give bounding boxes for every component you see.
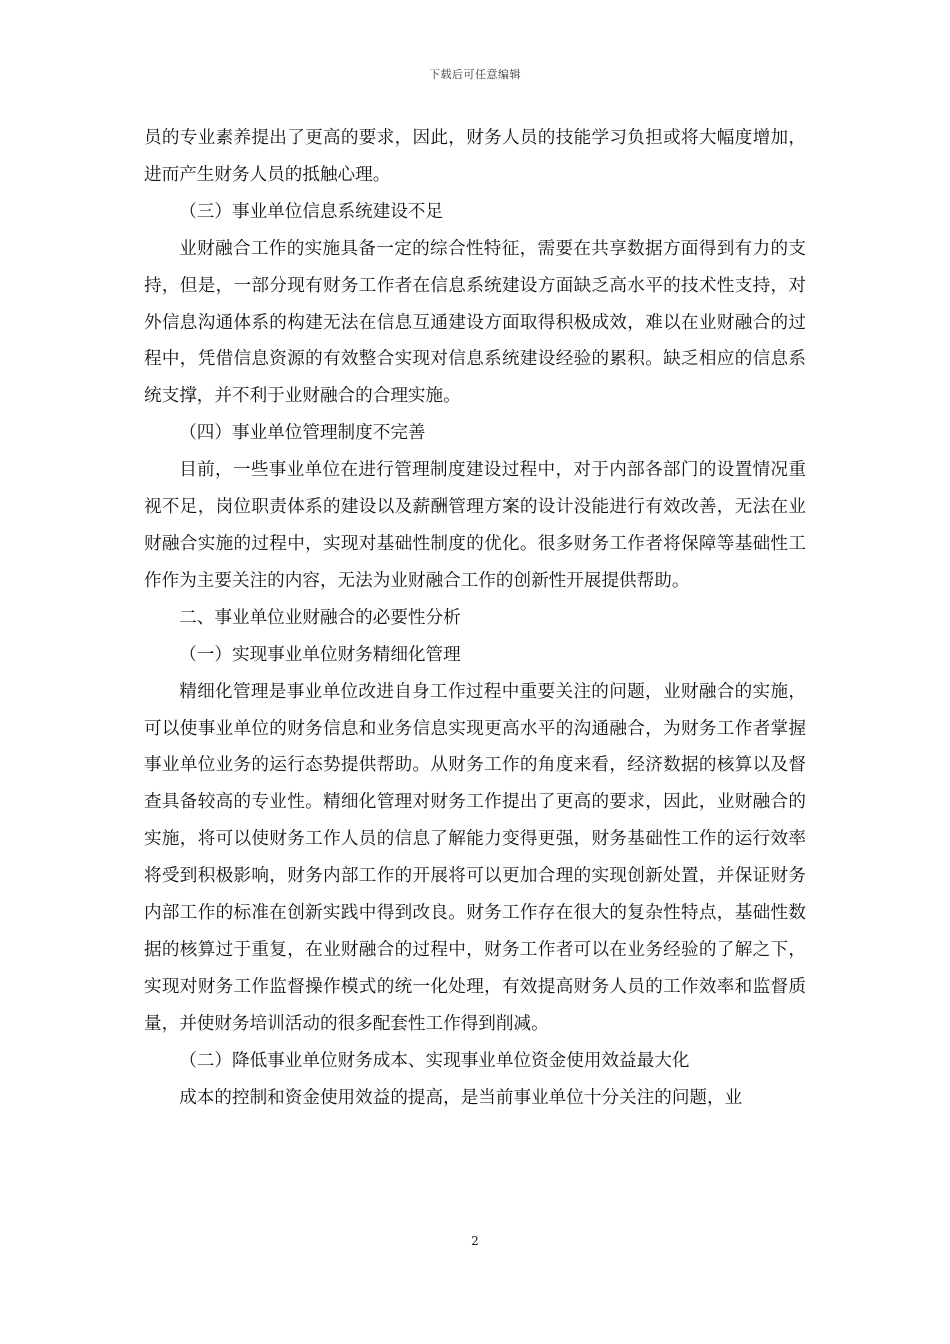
paragraph: 精细化管理是事业单位改进自身工作过程中重要关注的问题，业财融合的实施，可以使事业单位的财务信息和业务信息实现更高水平的沟通融合，为财务工作者掌握事业单位业务的运行态势提供帮助。从财务工作的角度来看，经济数据的核算以及督查具备较高的专业性。精细化管理对财务工作提出了更高的要求，因此，业财融合的实施，将可以使财务工作人员的信息了解能力变得更强，财务基础性工作的运行效率将受到积极影响，财务内部工作的开展将可以更加合理的实现创新处置，并保证财务内部工作的标准在创新实践中得到改良。财务工作存在很大的复杂性特点，基础性数据的核算过于重复，在业财融合的过程中，财务工作者可以在业务经验的了解之下，实现对财务工作监督操作模式的统一化处理，有效提高财务人员的工作效率和监督质量，并使财务培训活动的很多配套性工作得到削减。	[144, 681, 806, 1034]
section-heading: （四）事业单位管理制度不完善	[179, 423, 426, 444]
section-heading: （一）实现事业单位财务精细化管理	[179, 644, 461, 665]
section-heading: （三）事业单位信息系统建设不足	[179, 201, 444, 222]
paragraph: 成本的控制和资金使用效益的提高，是当前事业单位十分关注的问题，业	[179, 1087, 743, 1108]
chapter-heading: 二、事业单位业财融合的必要性分析	[179, 607, 461, 628]
section-heading: （二）降低事业单位财务成本、实现事业单位资金使用效益最大化	[179, 1050, 690, 1071]
document-body	[144, 120, 806, 1116]
page-header: 下载后可任意编辑	[429, 68, 521, 81]
paragraph: 员的专业素养提出了更高的要求，因此，财务人员的技能学习负担或将大幅度增加，进而产生财务人员的抵触心理。	[144, 128, 806, 185]
page-number: 2	[471, 1234, 479, 1248]
paragraph: 业财融合工作的实施具备一定的综合性特征，需要在共享数据方面得到有力的支持，但是，一部分现有财务工作者在信息系统建设方面缺乏高水平的技术性支持，对外信息沟通体系的构建无法在信息互通建设方面取得积极成效，难以在业财融合的过程中，凭借信息资源的有效整合实现对信息系统建设经验的累积。缺乏相应的信息系统支撑，并不利于业财融合的合理实施。	[144, 238, 806, 407]
paragraph: 目前，一些事业单位在进行管理制度建设过程中，对于内部各部门的设置情况重视不足，岗位职责体系的建设以及薪酬管理方案的设计没能进行有效改善，无法在业财融合实施的过程中，实现对基础性制度的优化。很多财务工作者将保障等基础性工作作为主要关注的内容，无法为业财融合工作的创新性开展提供帮助。	[144, 460, 806, 591]
